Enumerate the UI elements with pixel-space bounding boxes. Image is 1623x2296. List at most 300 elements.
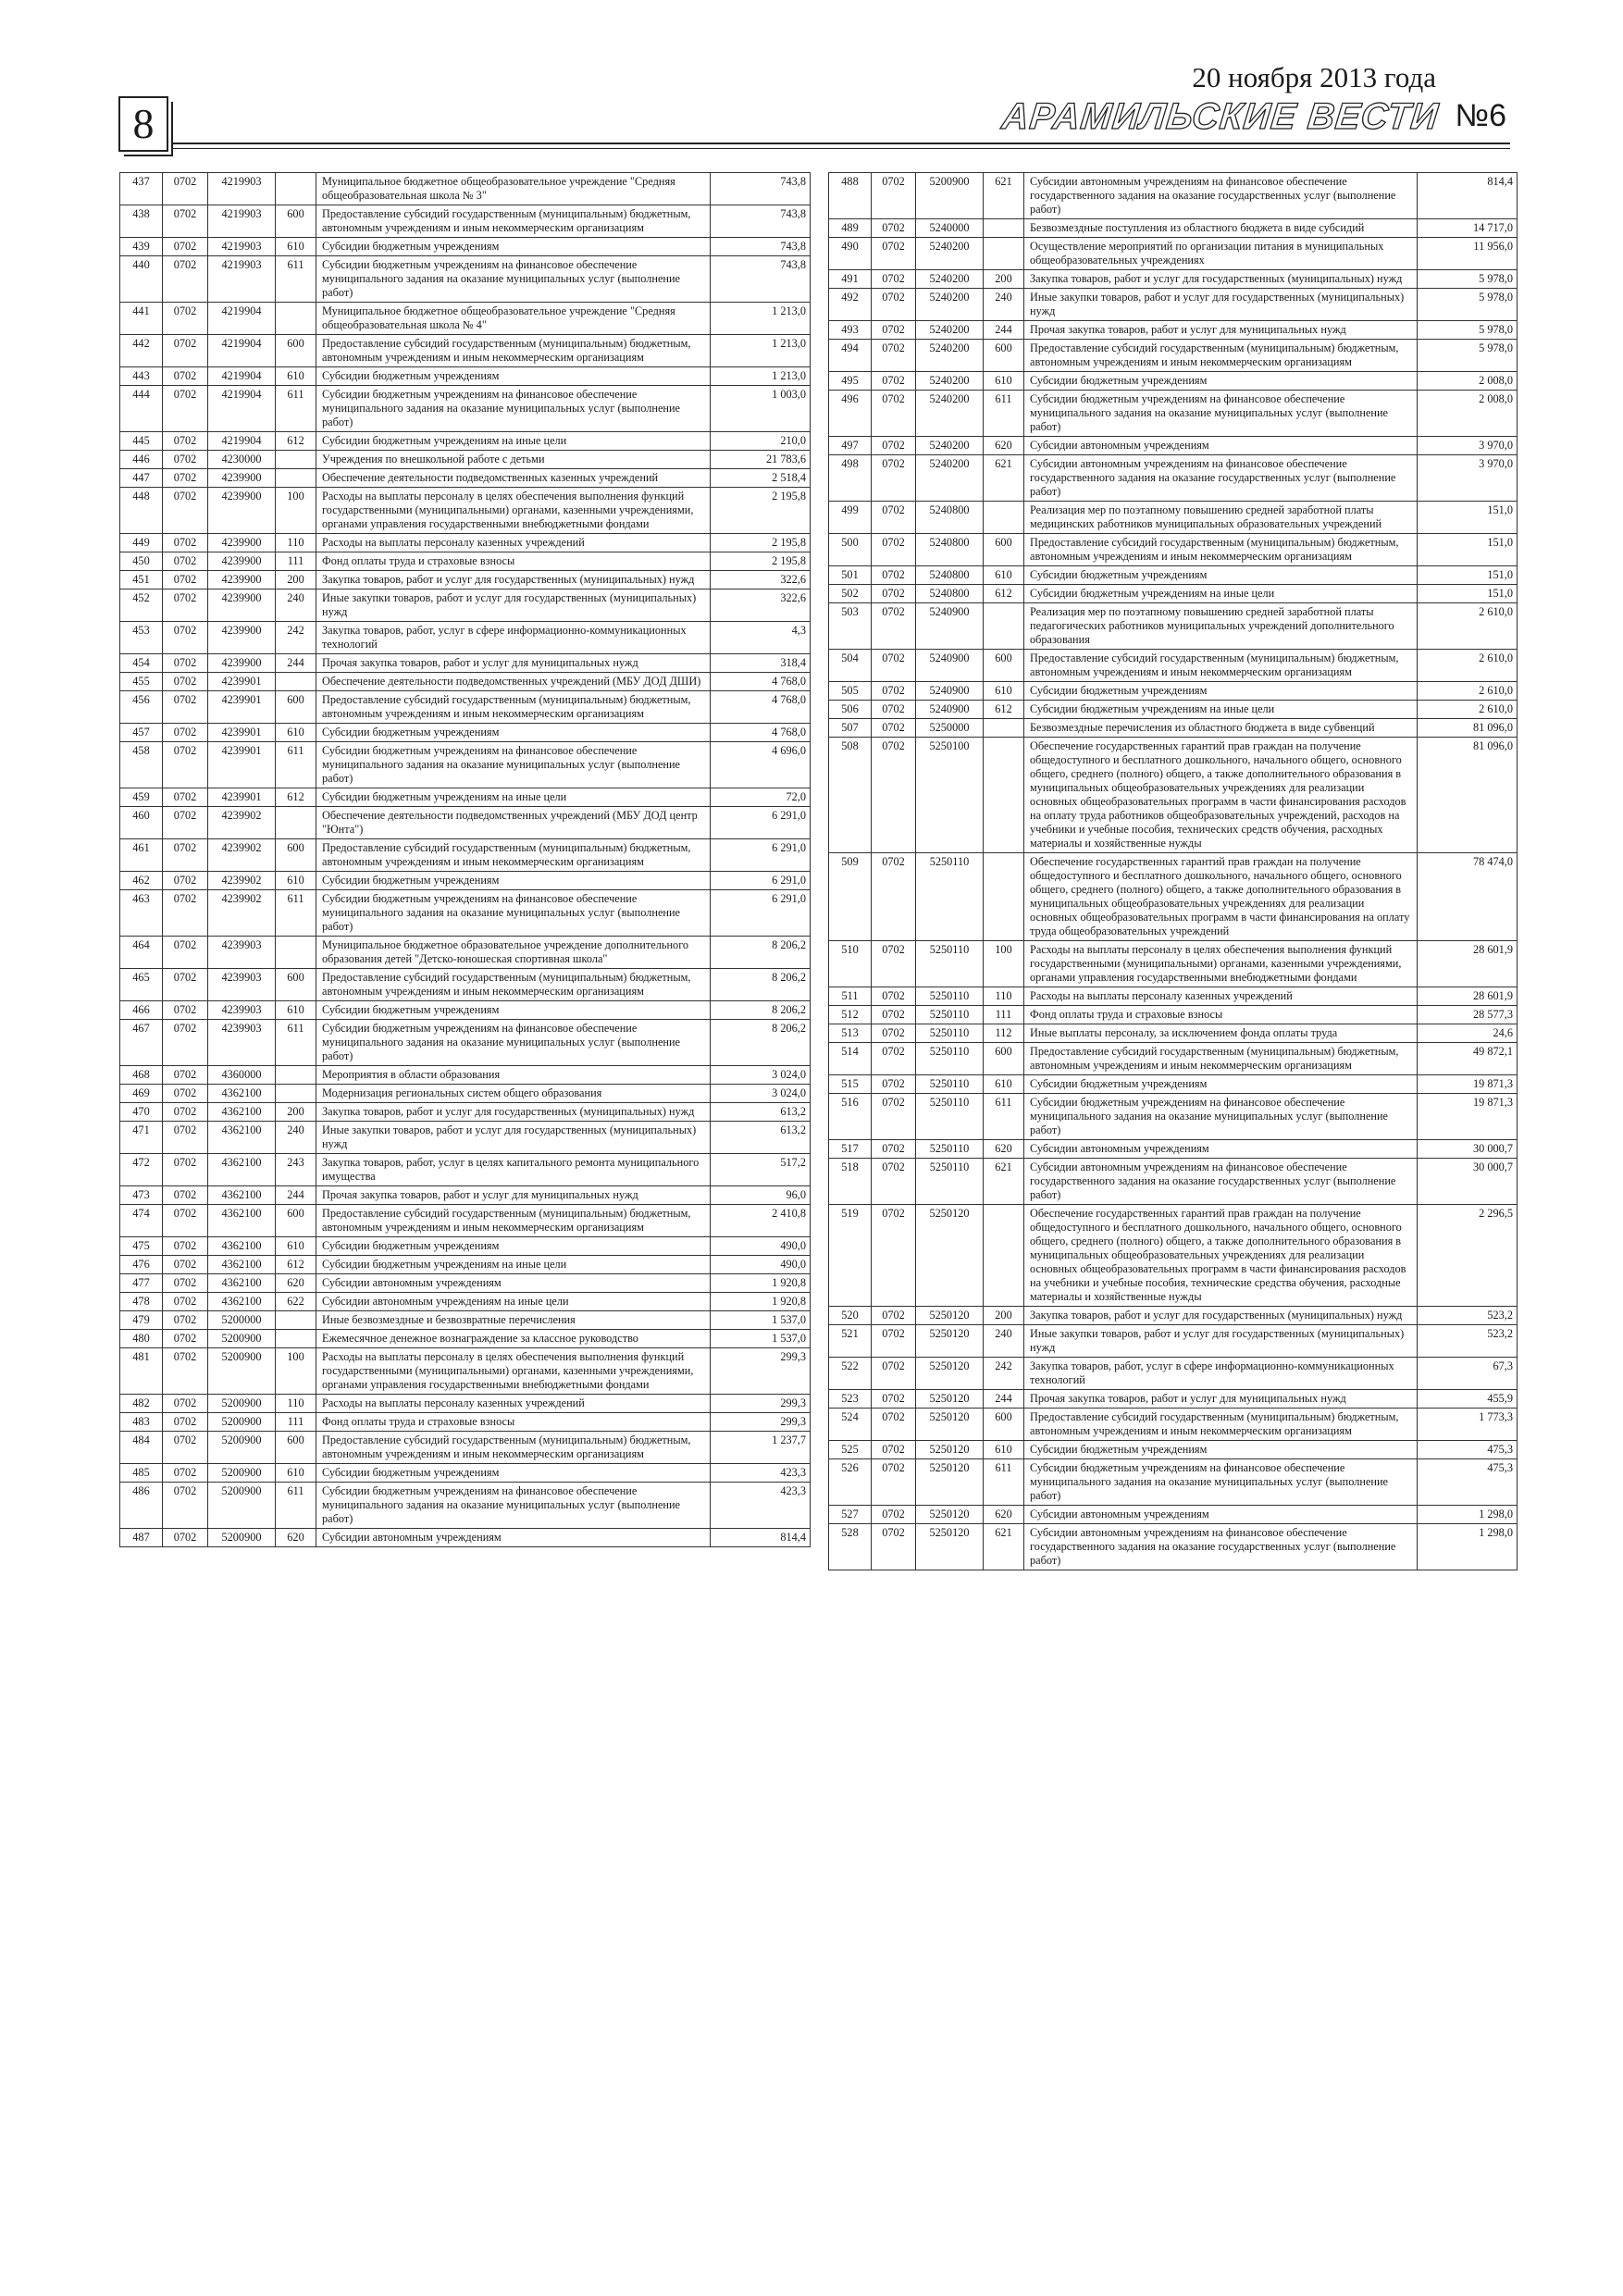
row-description: Обеспечение государственных гарантий прав граждан на получение общедоступного и бесплатного дошкольного, начального общего, основного общего, среднего (полного) общего, а также дополнительного образования в муниципальных общеобразовательных учреждениях для реализации основных общеобразовательных программ в части финансирования на оплату труда общеобразовательных учреждений	[1024, 853, 1418, 941]
section-code: 0702	[872, 1441, 916, 1459]
row-description: Субсидии бюджетным учреждениям на иные цели	[316, 1256, 711, 1274]
target-code: 5250120	[916, 1307, 984, 1325]
row-description: Мероприятия в области образования	[316, 1066, 711, 1085]
row-description: Субсидии автономным учреждениям	[316, 1274, 711, 1293]
target-code: 5250110	[916, 1140, 984, 1159]
row-number: 457	[120, 724, 163, 742]
row-number: 437	[120, 173, 163, 205]
row-amount: 49 872,1	[1418, 1043, 1518, 1075]
expense-type: 610	[276, 1237, 316, 1256]
row-description: Расходы на выплаты персоналу казенных учреждений	[1024, 987, 1418, 1006]
row-amount: 613,2	[711, 1122, 811, 1154]
expense-type: 610	[984, 566, 1024, 585]
expense-type: 244	[276, 1186, 316, 1205]
expense-type: 600	[984, 534, 1024, 566]
row-description: Субсидии бюджетным учреждениям на иные цели	[316, 432, 711, 451]
row-description: Прочая закупка товаров, работ и услуг для муниципальных нужд	[316, 654, 711, 673]
table-row	[120, 1293, 811, 1311]
row-number: 525	[829, 1441, 872, 1459]
expense-type: 610	[984, 372, 1024, 391]
expense-type: 100	[276, 1348, 316, 1395]
table-row	[829, 701, 1518, 719]
row-number: 476	[120, 1256, 163, 1274]
row-number: 458	[120, 742, 163, 788]
row-amount: 743,8	[711, 256, 811, 303]
section-code: 0702	[872, 437, 916, 455]
expense-type: 600	[276, 1205, 316, 1237]
row-number: 452	[120, 590, 163, 622]
row-number: 448	[120, 488, 163, 534]
row-description: Предоставление субсидий государственным (муниципальным) бюджетным, автономным учреждениям и иным некоммерческим организациям	[316, 969, 711, 1001]
expense-type: 240	[276, 1122, 316, 1154]
table-row	[829, 1159, 1518, 1205]
row-number: 470	[120, 1103, 163, 1122]
header-rule	[172, 143, 1510, 144]
row-description: Расходы на выплаты персоналу в целях обеспечения выполнения функций государственными (муниципальными) органами, казенными учреждениями, органами управления государственными внебюджетными фондами	[316, 488, 711, 534]
expense-type	[276, 937, 316, 969]
section-code: 0702	[872, 238, 916, 270]
row-amount: 322,6	[711, 571, 811, 590]
table-row	[829, 585, 1518, 603]
expense-type: 244	[984, 1390, 1024, 1409]
expense-type: 620	[984, 1140, 1024, 1159]
target-code: 4239900	[208, 488, 276, 534]
row-amount: 1 773,3	[1418, 1409, 1518, 1441]
target-code: 5250110	[916, 941, 984, 987]
target-code: 4362100	[208, 1085, 276, 1103]
row-amount: 4 768,0	[711, 724, 811, 742]
row-description: Субсидии бюджетным учреждениям на финансовое обеспечение муниципального задания на оказание муниципальных услуг (выполнение работ)	[316, 890, 711, 937]
section-code: 0702	[872, 1075, 916, 1094]
table-row	[120, 1122, 811, 1154]
target-code: 4219904	[208, 432, 276, 451]
row-amount: 523,2	[1418, 1325, 1518, 1358]
row-description: Субсидии бюджетным учреждениям на финансовое обеспечение муниципального задания на оказание муниципальных услуг (выполнение работ)	[1024, 391, 1418, 437]
row-amount: 67,3	[1418, 1358, 1518, 1390]
expense-type: 610	[984, 1075, 1024, 1094]
budget-table-left	[119, 172, 811, 1547]
row-number: 446	[120, 451, 163, 469]
table-row	[120, 622, 811, 654]
table-row	[829, 270, 1518, 289]
row-amount: 2 008,0	[1418, 391, 1518, 437]
section-code: 0702	[872, 1006, 916, 1024]
section-code: 0702	[163, 1205, 208, 1237]
row-description: Субсидии бюджетным учреждениям на финансовое обеспечение муниципального задания на оказание муниципальных услуг (выполнение работ)	[316, 742, 711, 788]
row-number: 494	[829, 340, 872, 372]
section-code: 0702	[872, 650, 916, 682]
row-description: Закупка товаров, работ, услуг в сфере информационно-коммуникационных технологий	[1024, 1358, 1418, 1390]
row-description: Субсидии автономным учреждениям	[1024, 1140, 1418, 1159]
table-row	[120, 432, 811, 451]
section-code: 0702	[163, 969, 208, 1001]
target-code: 5200900	[208, 1432, 276, 1464]
target-code: 5240200	[916, 437, 984, 455]
row-number: 444	[120, 386, 163, 432]
section-code: 0702	[163, 724, 208, 742]
row-amount: 4,3	[711, 622, 811, 654]
target-code: 5200900	[208, 1529, 276, 1547]
section-code: 0702	[163, 1395, 208, 1413]
expense-type: 621	[984, 1524, 1024, 1570]
expense-type: 611	[276, 256, 316, 303]
expense-type: 200	[984, 270, 1024, 289]
row-amount: 151,0	[1418, 534, 1518, 566]
target-code: 5200900	[208, 1348, 276, 1395]
row-amount: 96,0	[711, 1186, 811, 1205]
target-code: 4239901	[208, 788, 276, 807]
section-code: 0702	[163, 1464, 208, 1483]
target-code: 5240200	[916, 270, 984, 289]
row-amount: 743,8	[711, 238, 811, 256]
row-amount: 475,3	[1418, 1459, 1518, 1506]
row-number: 515	[829, 1075, 872, 1094]
row-number: 505	[829, 682, 872, 701]
section-code: 0702	[163, 691, 208, 724]
row-description: Предоставление субсидий государственным (муниципальным) бюджетным, автономным учреждениям и иным некоммерческим организациям	[1024, 1043, 1418, 1075]
target-code: 4239903	[208, 1001, 276, 1020]
target-code: 4239900	[208, 654, 276, 673]
section-code: 0702	[163, 1103, 208, 1122]
target-code: 5250120	[916, 1441, 984, 1459]
row-description: Обеспечение деятельности подведомственных учреждений (МБУ ДОД ДШИ)	[316, 673, 711, 691]
table-row	[120, 1274, 811, 1293]
table-row	[120, 1395, 811, 1413]
section-code: 0702	[163, 654, 208, 673]
section-code: 0702	[163, 1020, 208, 1066]
row-description: Обеспечение государственных гарантий прав граждан на получение общедоступного и бесплатного дошкольного, начального общего, основного общего, среднего (полного) общего, а также дополнительного образования в муниципальных общеобразовательных учреждениях для реализации основных общеобразовательных программ в части финансирования расходов на учебники и учебные пособия, технические средства обучения, расходные материалы и хозяйственные нужды	[1024, 1205, 1418, 1307]
row-description: Закупка товаров, работ, услуг в целях капитального ремонта муниципального имущества	[316, 1154, 711, 1186]
row-amount: 81 096,0	[1418, 719, 1518, 738]
section-code: 0702	[163, 552, 208, 571]
row-number: 438	[120, 205, 163, 238]
expense-type: 240	[276, 590, 316, 622]
section-code: 0702	[163, 1001, 208, 1020]
expense-type: 243	[276, 1154, 316, 1186]
row-number: 487	[120, 1529, 163, 1547]
row-amount: 1 213,0	[711, 303, 811, 335]
row-description: Реализация мер по поэтапному повышению средней заработной платы педагогических работников муниципальных учреждений дополнительного образования	[1024, 603, 1418, 650]
row-number: 516	[829, 1094, 872, 1140]
target-code: 4230000	[208, 451, 276, 469]
section-code: 0702	[872, 987, 916, 1006]
table-row	[120, 1205, 811, 1237]
expense-type: 110	[276, 1395, 316, 1413]
expense-type: 612	[276, 1256, 316, 1274]
row-number: 468	[120, 1066, 163, 1085]
expense-type	[276, 173, 316, 205]
section-code: 0702	[872, 701, 916, 719]
target-code: 5250120	[916, 1524, 984, 1570]
table-row	[120, 807, 811, 839]
row-amount: 1 213,0	[711, 367, 811, 386]
target-code: 4239901	[208, 673, 276, 691]
target-code: 5240800	[916, 566, 984, 585]
expense-type: 110	[276, 534, 316, 552]
row-description: Закупка товаров, работ и услуг для государственных (муниципальных) нужд	[316, 1103, 711, 1122]
table-row	[120, 256, 811, 303]
section-code: 0702	[163, 469, 208, 488]
row-description: Субсидии бюджетным учреждениям на иные цели	[1024, 585, 1418, 603]
row-number: 521	[829, 1325, 872, 1358]
row-number: 523	[829, 1390, 872, 1409]
row-amount: 2 610,0	[1418, 682, 1518, 701]
expense-type: 610	[276, 1001, 316, 1020]
section-code: 0702	[163, 173, 208, 205]
target-code: 4239900	[208, 590, 276, 622]
table-row	[829, 289, 1518, 321]
row-number: 462	[120, 872, 163, 890]
row-description: Муниципальное бюджетное общеобразовательное учреждение "Средняя общеобразовательная школа № 4"	[316, 303, 711, 335]
row-description: Предоставление субсидий государственным (муниципальным) бюджетным, автономным учреждениям и иным некоммерческим организациям	[316, 691, 711, 724]
row-amount: 743,8	[711, 173, 811, 205]
row-description: Расходы на выплаты персоналу казенных учреждений	[316, 1395, 711, 1413]
row-description: Предоставление субсидий государственным (муниципальным) бюджетным, автономным учреждениям и иным некоммерческим организациям	[316, 335, 711, 367]
section-code: 0702	[163, 1293, 208, 1311]
row-number: 480	[120, 1330, 163, 1348]
expense-type: 612	[276, 432, 316, 451]
expense-type: 610	[276, 872, 316, 890]
expense-type: 242	[276, 622, 316, 654]
row-description: Субсидии бюджетным учреждениям	[316, 238, 711, 256]
row-number: 519	[829, 1205, 872, 1307]
section-code: 0702	[872, 1390, 916, 1409]
target-code: 4219903	[208, 238, 276, 256]
row-amount: 81 096,0	[1418, 738, 1518, 853]
table-row	[829, 1205, 1518, 1307]
row-number: 488	[829, 173, 872, 219]
section-code: 0702	[163, 1066, 208, 1085]
target-code: 4239902	[208, 890, 276, 937]
row-description: Расходы на выплаты персоналу в целях обеспечения выполнения функций государственными (муниципальными) органами, казенными учреждениями, органами управления государственными внебюджетными фондами	[1024, 941, 1418, 987]
target-code: 5240200	[916, 321, 984, 340]
expense-type: 610	[276, 724, 316, 742]
table-row	[120, 469, 811, 488]
row-number: 481	[120, 1348, 163, 1395]
target-code: 5250100	[916, 738, 984, 853]
target-code: 5250120	[916, 1325, 984, 1358]
table-row	[120, 890, 811, 937]
row-number: 460	[120, 807, 163, 839]
row-description: Иные закупки товаров, работ и услуг для государственных (муниципальных) нужд	[316, 1122, 711, 1154]
target-code: 4239900	[208, 622, 276, 654]
row-amount: 322,6	[711, 590, 811, 622]
table-row	[120, 534, 811, 552]
row-amount: 6 291,0	[711, 807, 811, 839]
row-number: 503	[829, 603, 872, 650]
section-code: 0702	[872, 1524, 916, 1570]
expense-type	[276, 1311, 316, 1330]
row-amount: 21 783,6	[711, 451, 811, 469]
target-code: 5250110	[916, 987, 984, 1006]
expense-type: 600	[276, 205, 316, 238]
section-code: 0702	[163, 1154, 208, 1186]
table-row	[120, 571, 811, 590]
row-number: 477	[120, 1274, 163, 1293]
section-code: 0702	[872, 1140, 916, 1159]
row-amount: 210,0	[711, 432, 811, 451]
header-rule-thin	[172, 148, 1510, 149]
target-code: 5200000	[208, 1311, 276, 1330]
row-description: Субсидии автономным учреждениям на иные цели	[316, 1293, 711, 1311]
row-description: Закупка товаров, работ и услуг для государственных (муниципальных) нужд	[1024, 270, 1418, 289]
section-code: 0702	[872, 1409, 916, 1441]
expense-type: 621	[984, 455, 1024, 502]
target-code: 5240200	[916, 391, 984, 437]
section-code: 0702	[163, 1413, 208, 1432]
table-row	[120, 937, 811, 969]
row-amount: 1 298,0	[1418, 1506, 1518, 1524]
row-description: Субсидии бюджетным учреждениям	[316, 1464, 711, 1483]
section-code: 0702	[872, 853, 916, 941]
row-amount: 2 518,4	[711, 469, 811, 488]
row-number: 482	[120, 1395, 163, 1413]
row-amount: 8 206,2	[711, 969, 811, 1001]
section-code: 0702	[163, 590, 208, 622]
expense-type: 100	[984, 941, 1024, 987]
row-description: Предоставление субсидий государственным (муниципальным) бюджетным, автономным учреждениям и иным некоммерческим организациям	[316, 839, 711, 872]
target-code: 5250110	[916, 1159, 984, 1205]
row-description: Обеспечение государственных гарантий прав граждан на получение общедоступного и бесплатного дошкольного, начального общего, основного общего, среднего (полного) общего, а также дополнительного образования в муниципальных общеобразовательных учреждениях для реализации основных общеобразовательных программ в части финансирования расходов на оплату труда работников общеобразовательных учреждений, расходов на учебники и учебные пособия, технических средств обучения, расходных материалы и хозяйственные нужды	[1024, 738, 1418, 853]
table-row	[120, 1237, 811, 1256]
row-amount: 5 978,0	[1418, 270, 1518, 289]
row-number: 514	[829, 1043, 872, 1075]
row-amount: 455,9	[1418, 1390, 1518, 1409]
row-description: Обеспечение деятельности подведомственных казенных учреждений	[316, 469, 711, 488]
table-row	[829, 566, 1518, 585]
section-code: 0702	[872, 289, 916, 321]
row-amount: 3 970,0	[1418, 437, 1518, 455]
row-description: Предоставление субсидий государственным (муниципальным) бюджетным, автономным учреждениям и иным некоммерческим организациям	[316, 1432, 711, 1464]
section-code: 0702	[163, 451, 208, 469]
row-number: 496	[829, 391, 872, 437]
expense-type: 200	[276, 1103, 316, 1122]
table-body-left	[120, 173, 811, 1547]
target-code: 5250110	[916, 853, 984, 941]
row-amount: 2 008,0	[1418, 372, 1518, 391]
expense-type: 600	[276, 691, 316, 724]
row-description: Расходы на выплаты персоналу в целях обеспечения выполнения функций государственными (муниципальными) органами, казенными учреждениями, органами управления государственными внебюджетными фондами	[316, 1348, 711, 1395]
expense-type: 100	[276, 488, 316, 534]
row-number: 499	[829, 502, 872, 534]
section-code: 0702	[163, 1274, 208, 1293]
row-description: Прочая закупка товаров, работ и услуг для муниципальных нужд	[316, 1186, 711, 1205]
row-description: Муниципальное бюджетное общеобразовательное учреждение "Средняя общеобразовательная школа № 3"	[316, 173, 711, 205]
row-number: 497	[829, 437, 872, 455]
row-amount: 2 296,5	[1418, 1205, 1518, 1307]
row-description: Фонд оплаты труда и страховые взносы	[316, 1413, 711, 1432]
table-row	[829, 941, 1518, 987]
row-number: 455	[120, 673, 163, 691]
row-number: 442	[120, 335, 163, 367]
table-row	[120, 742, 811, 788]
expense-type: 620	[276, 1529, 316, 1547]
row-number: 527	[829, 1506, 872, 1524]
row-description: Субсидии бюджетным учреждениям	[316, 1001, 711, 1020]
row-description: Субсидии автономным учреждениям на финансовое обеспечение государственного задания на оказание государственных услуг (выполнение работ)	[1024, 1524, 1418, 1570]
target-code: 5240200	[916, 238, 984, 270]
row-description: Иные выплаты персоналу, за исключением фонда оплаты труда	[1024, 1024, 1418, 1043]
target-code: 5250120	[916, 1409, 984, 1441]
row-number: 449	[120, 534, 163, 552]
section-code: 0702	[163, 742, 208, 788]
table-row	[120, 1330, 811, 1348]
target-code: 5240900	[916, 603, 984, 650]
section-code: 0702	[872, 1205, 916, 1307]
table-row	[120, 969, 811, 1001]
expense-type	[276, 451, 316, 469]
expense-type: 111	[276, 552, 316, 571]
target-code: 4219903	[208, 205, 276, 238]
row-number: 504	[829, 650, 872, 682]
table-row	[120, 552, 811, 571]
table-row	[120, 1348, 811, 1395]
row-number: 498	[829, 455, 872, 502]
section-code: 0702	[872, 1325, 916, 1358]
row-amount: 814,4	[1418, 173, 1518, 219]
table-row	[829, 1441, 1518, 1459]
row-amount: 1 237,7	[711, 1432, 811, 1464]
row-number: 507	[829, 719, 872, 738]
expense-type: 611	[984, 391, 1024, 437]
table-row	[120, 1529, 811, 1547]
table-row	[829, 1307, 1518, 1325]
target-code: 4239903	[208, 969, 276, 1001]
table-row	[829, 719, 1518, 738]
row-number: 465	[120, 969, 163, 1001]
row-description: Предоставление субсидий государственным (муниципальным) бюджетным, автономным учреждениям и иным некоммерческим организациям	[1024, 340, 1418, 372]
target-code: 4239900	[208, 469, 276, 488]
expense-type: 111	[276, 1413, 316, 1432]
section-code: 0702	[163, 937, 208, 969]
row-amount: 490,0	[711, 1237, 811, 1256]
target-code: 4362100	[208, 1186, 276, 1205]
row-description: Субсидии бюджетным учреждениям на иные цели	[1024, 701, 1418, 719]
row-amount: 299,3	[711, 1413, 811, 1432]
target-code: 5250110	[916, 1024, 984, 1043]
row-number: 472	[120, 1154, 163, 1186]
row-description: Ежемесячное денежное вознаграждение за классное руководство	[316, 1330, 711, 1348]
table-row	[829, 1140, 1518, 1159]
row-amount: 2 610,0	[1418, 603, 1518, 650]
target-code: 4219904	[208, 303, 276, 335]
table-row	[829, 1075, 1518, 1094]
row-amount: 151,0	[1418, 585, 1518, 603]
expense-type: 600	[276, 1432, 316, 1464]
section-code: 0702	[163, 1237, 208, 1256]
issue-number: №6	[1455, 98, 1506, 133]
row-number: 478	[120, 1293, 163, 1311]
table-row	[120, 724, 811, 742]
row-number: 475	[120, 1237, 163, 1256]
row-description: Иные закупки товаров, работ и услуг для государственных (муниципальных) нужд	[316, 590, 711, 622]
expense-type: 621	[984, 1159, 1024, 1205]
row-amount: 423,3	[711, 1483, 811, 1529]
target-code: 5250120	[916, 1358, 984, 1390]
row-amount: 523,2	[1418, 1307, 1518, 1325]
table-row	[120, 1085, 811, 1103]
section-code: 0702	[163, 622, 208, 654]
expense-type: 200	[984, 1307, 1024, 1325]
row-number: 479	[120, 1311, 163, 1330]
row-description: Субсидии автономным учреждениям	[1024, 1506, 1418, 1524]
table-row	[829, 650, 1518, 682]
row-amount: 318,4	[711, 654, 811, 673]
row-number: 520	[829, 1307, 872, 1325]
target-code: 5240000	[916, 219, 984, 238]
table-row	[120, 1311, 811, 1330]
table-row	[829, 321, 1518, 340]
